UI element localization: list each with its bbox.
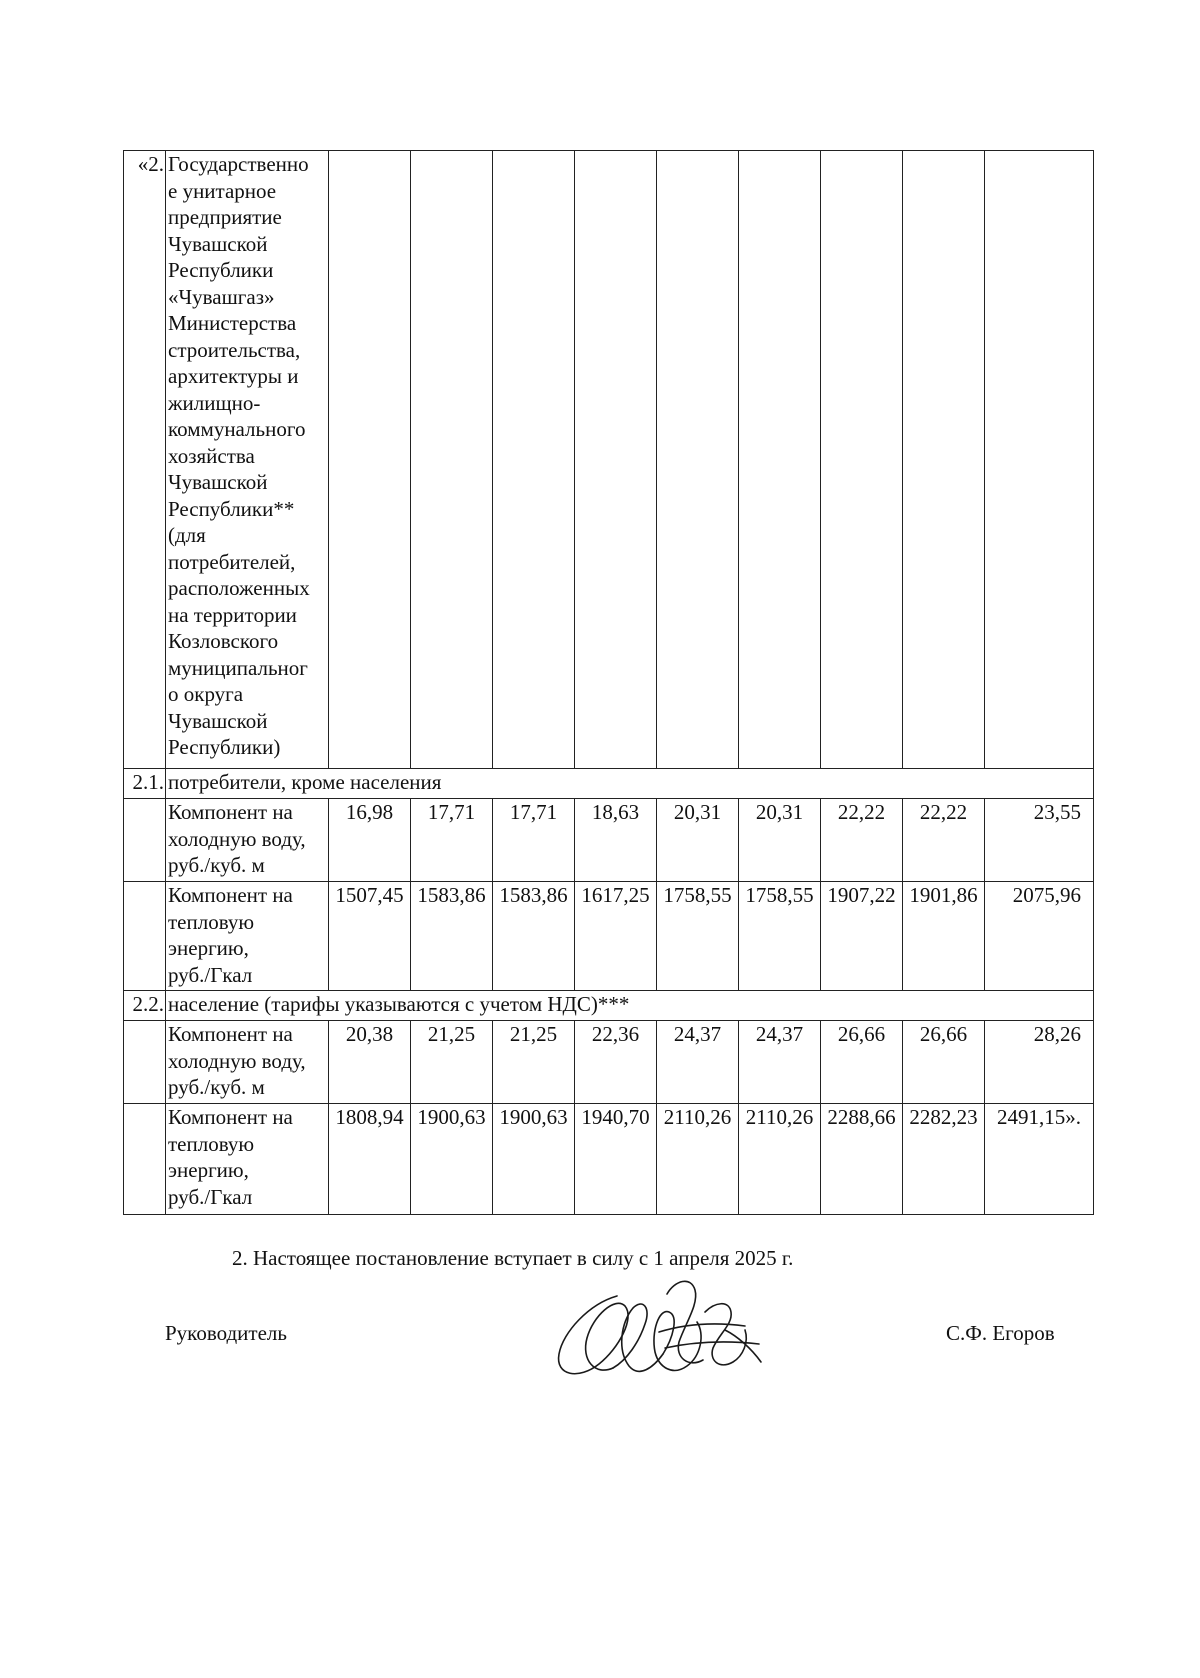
value-cell: 2110,26 — [739, 1104, 821, 1215]
section-label: население (тарифы указываются с учетом НДС)*** — [166, 991, 1094, 1021]
row-name: Компонент на тепловую энергию, руб./Гкал — [166, 882, 329, 991]
signer-title: Руководитель — [165, 1321, 287, 1345]
row-name: Компонент на холодную воду, руб./куб. м — [166, 1021, 329, 1104]
value-cell: 1507,45 — [329, 882, 411, 991]
value-cell: 20,31 — [739, 799, 821, 882]
value-cell: 2282,23 — [903, 1104, 985, 1215]
empty-cell — [657, 151, 739, 769]
value-cell: 20,38 — [329, 1021, 411, 1104]
tariff-table — [123, 150, 1094, 1215]
org-row-number: «2. — [124, 151, 166, 769]
effective-date-clause: 2. Настоящее постановление вступает в силу с 1 апреля 2025 г. — [232, 1246, 794, 1270]
value-cell: 18,63 — [575, 799, 657, 882]
value-cell: 2075,96 — [985, 882, 1094, 991]
value-cell: 1940,70 — [575, 1104, 657, 1215]
value-cell: 21,25 — [493, 1021, 575, 1104]
value-cell: 22,22 — [821, 799, 903, 882]
empty-cell — [124, 882, 166, 991]
value-cell: 24,37 — [739, 1021, 821, 1104]
value-cell: 17,71 — [411, 799, 493, 882]
section-header-row — [124, 991, 1094, 1021]
empty-cell — [821, 151, 903, 769]
empty-cell — [903, 151, 985, 769]
value-cell: 22,22 — [903, 799, 985, 882]
value-cell: 1758,55 — [739, 882, 821, 991]
table-row — [124, 882, 1094, 991]
value-cell: 24,37 — [657, 1021, 739, 1104]
value-cell: 22,36 — [575, 1021, 657, 1104]
value-cell: 28,26 — [985, 1021, 1094, 1104]
value-cell: 20,31 — [657, 799, 739, 882]
value-cell: 1758,55 — [657, 882, 739, 991]
row-name: Компонент на тепловую энергию, руб./Гкал — [166, 1104, 329, 1215]
table-row — [124, 799, 1094, 882]
empty-cell — [575, 151, 657, 769]
value-cell: 1617,25 — [575, 882, 657, 991]
signer-name: С.Ф. Егоров — [946, 1321, 1055, 1345]
value-cell: 1901,86 — [903, 882, 985, 991]
section-label: потребители, кроме населения — [166, 769, 1094, 799]
value-cell: 1808,94 — [329, 1104, 411, 1215]
value-cell: 17,71 — [493, 799, 575, 882]
value-cell: 26,66 — [903, 1021, 985, 1104]
section-number: 2.2. — [124, 991, 166, 1021]
value-cell: 1900,63 — [411, 1104, 493, 1215]
empty-cell — [329, 151, 411, 769]
value-cell: 21,25 — [411, 1021, 493, 1104]
empty-cell — [739, 151, 821, 769]
value-cell: 2491,15». — [985, 1104, 1094, 1215]
empty-cell — [493, 151, 575, 769]
value-cell: 2110,26 — [657, 1104, 739, 1215]
table-row — [124, 1104, 1094, 1215]
section-header-row — [124, 769, 1094, 799]
value-cell: 1907,22 — [821, 882, 903, 991]
org-row-name: Государственно е унитарное предприятие Чувашской Республики «Чувашгаз» Министерства строительства, архитектуры и жилищно- коммунального хозяйства Чувашской Республики** (для потребителей, расположенных на территории Козловского муниципальног о округа Чувашской Республики) — [166, 151, 329, 769]
section-number: 2.1. — [124, 769, 166, 799]
org-row — [124, 151, 1094, 769]
empty-cell — [124, 1104, 166, 1215]
row-name: Компонент на холодную воду, руб./куб. м — [166, 799, 329, 882]
value-cell: 26,66 — [821, 1021, 903, 1104]
empty-cell — [985, 151, 1094, 769]
value-cell: 1900,63 — [493, 1104, 575, 1215]
empty-cell — [124, 799, 166, 882]
empty-cell — [411, 151, 493, 769]
value-cell: 1583,86 — [411, 882, 493, 991]
value-cell: 16,98 — [329, 799, 411, 882]
value-cell: 23,55 — [985, 799, 1094, 882]
value-cell: 2288,66 — [821, 1104, 903, 1215]
handwritten-signature — [555, 1272, 765, 1392]
value-cell: 1583,86 — [493, 882, 575, 991]
table-row — [124, 1021, 1094, 1104]
empty-cell — [124, 1021, 166, 1104]
